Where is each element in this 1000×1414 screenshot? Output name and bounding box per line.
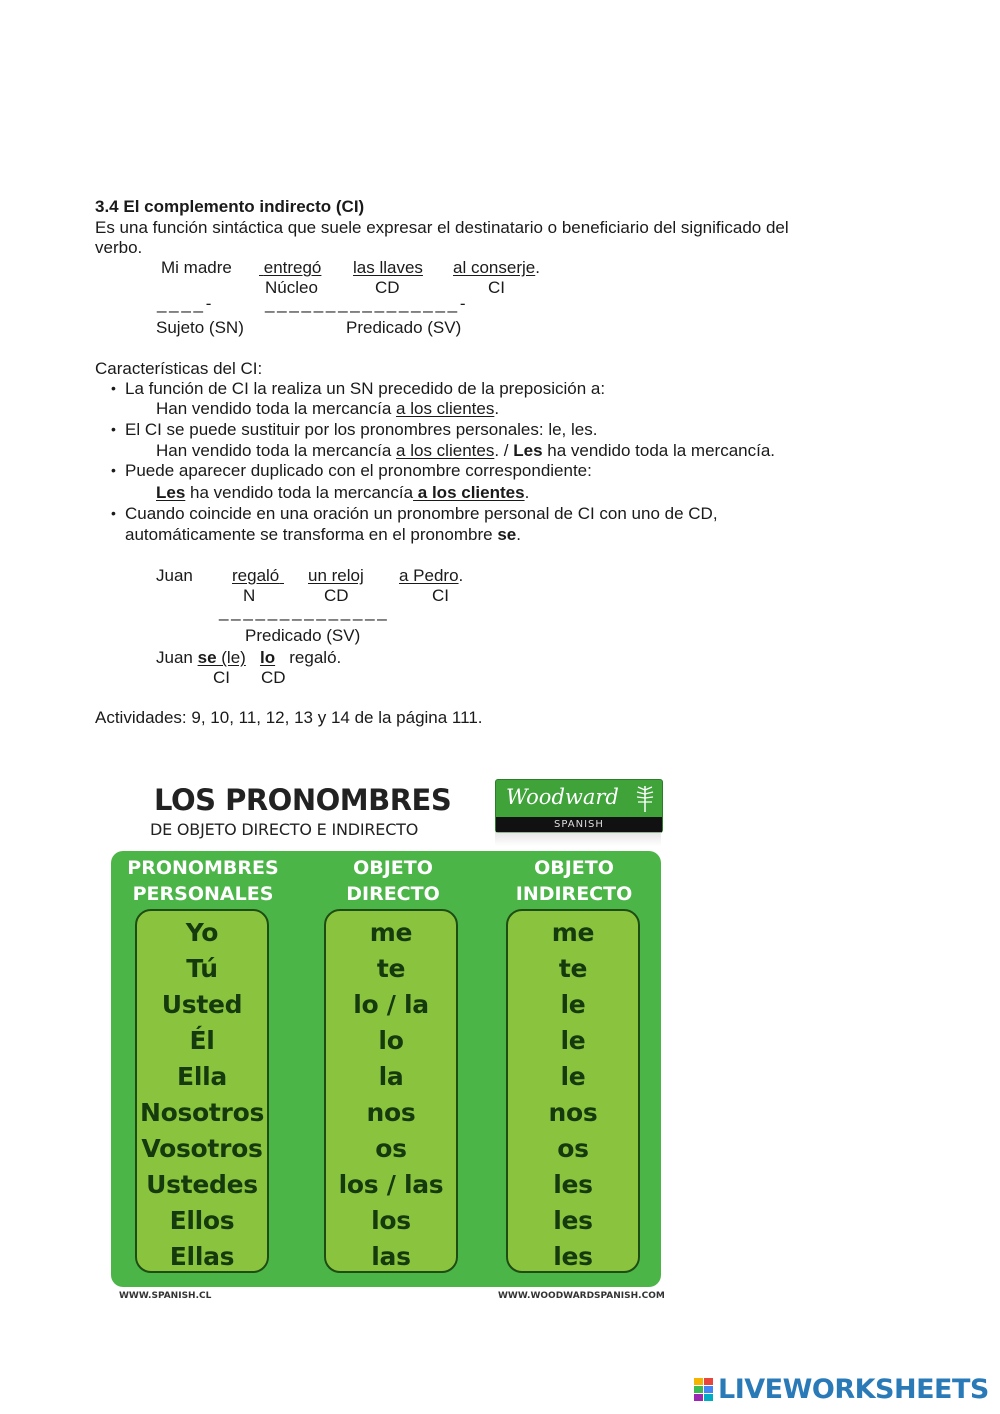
chart-panel bbox=[111, 851, 661, 1287]
characteristic-4-line-2: automáticamente se transforma en el pronombre se. bbox=[125, 525, 521, 544]
characteristic-1-example: Han vendido toda la mercancía a los clientes. bbox=[156, 399, 500, 418]
ex1-ci: al conserje. bbox=[453, 258, 540, 277]
column-direct-object bbox=[324, 909, 458, 1273]
pronouns-chart bbox=[108, 777, 664, 1307]
logo-reflection bbox=[495, 832, 661, 846]
ex1-subject: Mi madre bbox=[161, 258, 232, 277]
indirect-object-item: les bbox=[553, 1170, 593, 1199]
pronoun-item: Nosotros bbox=[139, 1098, 265, 1127]
pronoun-item: Yo bbox=[185, 918, 219, 947]
liveworksheets-grid-icon bbox=[694, 1378, 714, 1402]
ex2-label-cd: CD bbox=[324, 586, 349, 605]
indirect-object-item: me bbox=[551, 918, 595, 947]
liveworksheets-text: LIVEWORKSHEETS bbox=[718, 1374, 989, 1405]
ex2-s2-label-ci: CI bbox=[213, 668, 230, 687]
column-personal-pronouns bbox=[135, 909, 269, 1273]
indirect-object-item: te bbox=[558, 954, 588, 983]
bullet-4: • bbox=[111, 505, 116, 521]
direct-object-item: los / las bbox=[338, 1170, 444, 1199]
intro-line-2: verbo. bbox=[95, 238, 143, 257]
indirect-object-item: les bbox=[553, 1206, 593, 1235]
chart-subtitle: DE OBJETO DIRECTO E INDIRECTO bbox=[150, 820, 419, 839]
ex2-ci: a Pedro. bbox=[399, 566, 464, 585]
direct-object-item: me bbox=[369, 918, 413, 947]
direct-object-item: te bbox=[376, 954, 406, 983]
ex2-label-n: N bbox=[243, 586, 256, 605]
ex1-label-cd: CD bbox=[375, 278, 400, 297]
characteristic-2-example: Han vendido toda la mercancía a los clientes. / Les ha vendido toda la mercancía. bbox=[156, 441, 776, 460]
direct-object-item: los bbox=[371, 1206, 411, 1235]
ex2-label-ci: CI bbox=[432, 586, 449, 605]
ex1-label-nucleus: Núcleo bbox=[265, 278, 318, 297]
pronoun-item: Ellos bbox=[169, 1206, 235, 1235]
ex1-label-ci: CI bbox=[488, 278, 505, 297]
bullet-1: • bbox=[111, 380, 116, 396]
bullet-3: • bbox=[111, 462, 116, 478]
indirect-object-item: le bbox=[560, 1026, 586, 1055]
pronoun-item: Usted bbox=[161, 990, 243, 1019]
direct-object-item: nos bbox=[366, 1098, 416, 1127]
characteristic-4-line-1: Cuando coincide en una oración un pronombre personal de CI con uno de CD, bbox=[125, 504, 718, 523]
ex1-label-subject: Sujeto (SN) bbox=[156, 318, 244, 337]
chart-title: LOS PRONOMBRES bbox=[154, 783, 452, 817]
direct-object-item: os bbox=[375, 1134, 407, 1163]
characteristic-2: El CI se puede sustituir por los pronombres personales: le, les. bbox=[125, 420, 598, 439]
characteristics-heading: Características del CI: bbox=[95, 359, 263, 378]
ex2-cd: un reloj bbox=[308, 566, 364, 585]
ex2-s2-label-cd: CD bbox=[261, 668, 286, 687]
ex1-label-predicate: Predicado (SV) bbox=[346, 318, 462, 337]
section-title: 3.4 El complemento indirecto (CI) bbox=[95, 197, 365, 216]
indirect-object-item: les bbox=[553, 1242, 593, 1271]
footer-url-right: WWW.WOODWARDSPANISH.COM bbox=[498, 1291, 665, 1301]
woodward-logo bbox=[495, 779, 663, 833]
ex1-dash-subject: _ _ _ _ - bbox=[157, 294, 211, 313]
ex2-dash-predicate: _ _ _ _ _ _ _ _ _ _ _ _ _ _ bbox=[219, 602, 386, 621]
footer-url-left: WWW.SPANISH.CL bbox=[119, 1291, 212, 1301]
ex2-sentence-2: Juan se (le) lo regaló. bbox=[156, 648, 342, 667]
direct-object-item: la bbox=[378, 1062, 404, 1091]
intro-line-1: Es una función sintáctica que suele expresar el destinatario o beneficiario del significado del bbox=[95, 218, 789, 237]
bullet-2: • bbox=[111, 421, 116, 437]
fern-icon bbox=[634, 784, 656, 814]
ex1-cd: las llaves bbox=[353, 258, 423, 277]
header-direct-object: OBJETO DIRECTO bbox=[346, 857, 440, 905]
header-personal-pronouns: PRONOMBRES PERSONALES bbox=[127, 857, 279, 905]
indirect-object-item: os bbox=[557, 1134, 589, 1163]
activities-note: Actividades: 9, 10, 11, 12, 13 y 14 de la página 111. bbox=[95, 708, 483, 727]
logo-main-text: Woodward bbox=[506, 785, 619, 809]
column-indirect-object bbox=[506, 909, 640, 1273]
header-indirect-object: OBJETO INDIRECTO bbox=[515, 857, 633, 905]
ex2-label-predicate: Predicado (SV) bbox=[245, 626, 361, 645]
pronoun-item: Tú bbox=[186, 954, 218, 983]
logo-sub-text: SPANISH bbox=[554, 819, 604, 830]
pronoun-item: Ella bbox=[177, 1062, 227, 1091]
pronoun-item: Ellas bbox=[169, 1242, 235, 1271]
pronoun-item: Vosotros bbox=[141, 1134, 263, 1163]
ex2-subject: Juan bbox=[156, 566, 193, 585]
direct-object-item: lo / la bbox=[353, 990, 429, 1019]
characteristic-3-example: Les ha vendido toda la mercancía a los clientes. bbox=[156, 483, 530, 502]
pronoun-item: Ustedes bbox=[146, 1170, 258, 1199]
ex1-verb: entregó bbox=[263, 258, 322, 277]
direct-object-item: lo bbox=[378, 1026, 404, 1055]
characteristic-3: Puede aparecer duplicado con el pronombre correspondiente: bbox=[125, 461, 592, 480]
direct-object-item: las bbox=[371, 1242, 411, 1271]
indirect-object-item: nos bbox=[548, 1098, 598, 1127]
ex1-dash-predicate: _ _ _ _ _ _ _ _ _ _ _ _ _ _ _ _ - bbox=[265, 294, 465, 313]
characteristic-1: La función de CI la realiza un SN precedido de la preposición a: bbox=[125, 379, 606, 398]
pronoun-item: Él bbox=[189, 1026, 215, 1055]
indirect-object-item: le bbox=[560, 990, 586, 1019]
ex2-verb: regaló bbox=[232, 566, 280, 585]
indirect-object-item: le bbox=[560, 1062, 586, 1091]
